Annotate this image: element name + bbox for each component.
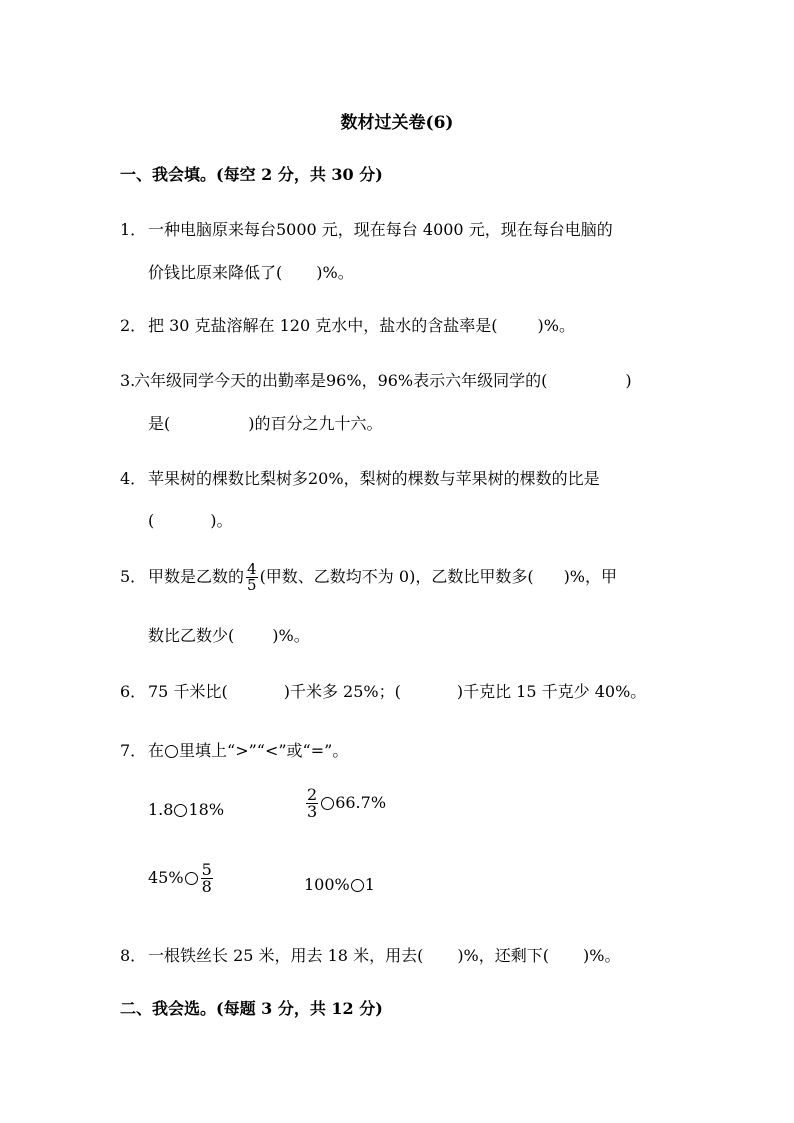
compare-left: 100% bbox=[304, 875, 350, 894]
question-number: 2． bbox=[120, 316, 147, 335]
compare-item-1 bbox=[148, 800, 224, 819]
question-text: 是( bbox=[148, 414, 171, 433]
fraction-denominator: 3 bbox=[307, 802, 318, 821]
compare-circle[interactable] bbox=[321, 797, 334, 810]
question-text: 价钱比原来降低了( bbox=[148, 263, 283, 282]
compare-right: 18% bbox=[188, 800, 225, 819]
fraction-denominator: 5 bbox=[247, 576, 257, 594]
compare-circle[interactable] bbox=[351, 879, 364, 892]
question-text: ( bbox=[148, 511, 155, 530]
question-text: 一种电脑原来每台5000 元，现在每台 4000 元，现在每台电脑的 bbox=[148, 220, 613, 239]
question-text: )%。 bbox=[316, 263, 354, 282]
question-6 bbox=[120, 679, 646, 702]
question-text: )千米多 25%；( bbox=[283, 682, 401, 701]
question-text: )的百分之九十六。 bbox=[248, 414, 383, 433]
question-7 bbox=[120, 738, 348, 761]
compare-item-4 bbox=[304, 875, 375, 894]
question-text: ) bbox=[625, 371, 632, 390]
fraction-numerator: 5 bbox=[201, 860, 212, 879]
question-text: )%。 bbox=[537, 316, 575, 335]
question-3-line-1 bbox=[120, 368, 632, 391]
compare-left: 45% bbox=[148, 868, 184, 887]
question-text: 在 bbox=[148, 741, 165, 760]
question-text: 把 30 克盐溶解在 120 克水中，盐水的含盐率是( bbox=[148, 316, 498, 335]
question-number: 5． bbox=[120, 567, 147, 586]
compare-right: 66.7% bbox=[335, 793, 387, 812]
fraction-numerator: 4 bbox=[247, 560, 257, 578]
question-text: 一根铁丝长 25 米，用去 18 米，用去( bbox=[148, 946, 424, 965]
question-number: 8． bbox=[120, 946, 147, 965]
question-number: 4． bbox=[120, 469, 147, 488]
question-number: 6． bbox=[120, 682, 147, 701]
question-text: )%。 bbox=[583, 946, 621, 965]
question-text: 数比乙数少( bbox=[148, 626, 235, 645]
fraction bbox=[201, 862, 213, 895]
question-text: 里填上“>”“<”或“=”。 bbox=[179, 741, 349, 760]
question-4-line-2 bbox=[148, 508, 233, 531]
question-number: 7． bbox=[120, 741, 147, 760]
fraction bbox=[306, 787, 318, 820]
question-5-line-2 bbox=[148, 623, 310, 646]
question-1-line-1 bbox=[120, 217, 613, 240]
question-text: (甲数、乙数均不为 0)，乙数比甲数多( bbox=[259, 567, 534, 586]
compare-right: 1 bbox=[364, 875, 375, 894]
question-5-line-1 bbox=[120, 562, 617, 593]
page-title: 数材过关卷(6) bbox=[340, 113, 454, 133]
compare-circle[interactable] bbox=[185, 872, 198, 885]
question-text: )。 bbox=[210, 511, 233, 530]
section-1-heading: 一、我会填。(每空 2 分，共 30 分) bbox=[120, 165, 383, 184]
question-number: 1． bbox=[120, 220, 147, 239]
circle-icon bbox=[165, 745, 178, 758]
question-text: )千克比 15 千克少 40%。 bbox=[456, 682, 647, 701]
question-text: 苹果树的棵数比梨树多20%，梨树的棵数与苹果树的棵数的比是 bbox=[148, 469, 600, 488]
question-3-line-2 bbox=[148, 411, 383, 434]
question-8 bbox=[120, 943, 620, 966]
compare-left: 1.8 bbox=[148, 800, 174, 819]
fraction-denominator: 8 bbox=[201, 877, 212, 896]
question-number: 3. bbox=[120, 371, 136, 390]
question-text: )%，还剩下( bbox=[457, 946, 550, 965]
compare-item-3 bbox=[148, 862, 215, 895]
compare-circle[interactable] bbox=[174, 804, 187, 817]
question-text: 75 千米比( bbox=[148, 682, 228, 701]
fraction bbox=[246, 562, 258, 593]
fraction-numerator: 2 bbox=[307, 785, 318, 804]
section-2-heading: 二、我会选。(每题 3 分，共 12 分) bbox=[120, 999, 383, 1018]
question-4-line-1 bbox=[120, 466, 600, 489]
question-2 bbox=[120, 313, 575, 336]
question-1-line-2 bbox=[148, 260, 354, 283]
compare-item-2 bbox=[304, 787, 386, 820]
question-text: )%。 bbox=[272, 626, 310, 645]
question-text: 六年级同学今天的出勤率是96%，96%表示六年级同学的( bbox=[134, 371, 548, 390]
question-text: )%，甲 bbox=[563, 567, 618, 586]
question-text: 甲数是乙数的 bbox=[148, 567, 245, 586]
